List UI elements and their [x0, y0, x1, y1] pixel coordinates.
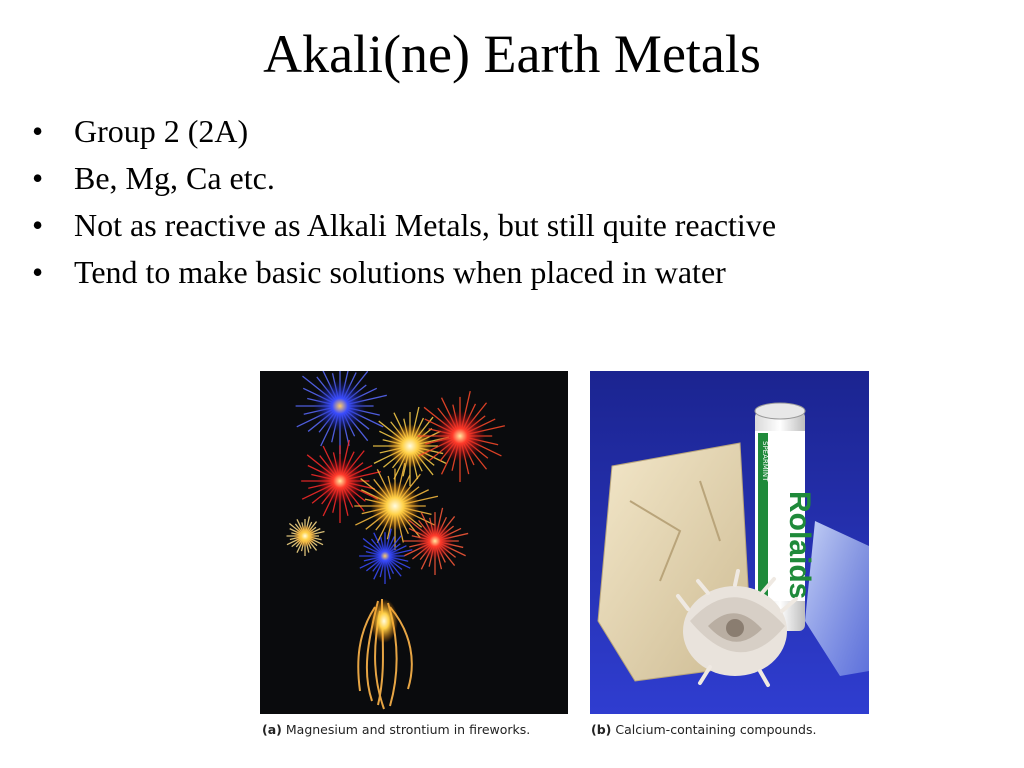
rolaids-sublabel: SPEARMINT: [761, 441, 769, 482]
firework-burst: [301, 440, 381, 523]
fireworks-photo: [260, 371, 568, 714]
caption-b-text: Calcium-containing compounds.: [615, 722, 817, 737]
caption-b-label: (b): [591, 722, 612, 737]
caption-a-label: (a): [262, 722, 282, 737]
bullet-dot: •: [32, 160, 44, 196]
bullet-dot: •: [32, 254, 44, 290]
firework-burst: [359, 529, 412, 584]
rolaids-label: Rolaids: [783, 491, 816, 600]
firework-burst: [296, 371, 387, 454]
bullet-text: Be, Mg, Ca etc.: [74, 160, 275, 196]
bullet-text: Not as reactive as Alkali Metals, but still quite reactive: [74, 207, 777, 243]
firework-burst: [417, 391, 504, 482]
bullet-dot: •: [32, 207, 44, 243]
caption-b: [591, 722, 816, 737]
calcium-compounds-photo: [590, 371, 869, 714]
bullet-item: [30, 206, 830, 244]
firework-burst: [287, 517, 325, 556]
bullet-text: Group 2 (2A): [74, 113, 249, 149]
bullet-text: Tend to make basic solutions when placed in water: [74, 254, 726, 290]
slide-title: Akali(ne) Earth Metals: [263, 24, 761, 84]
fireworks-illustration: [260, 371, 568, 714]
bullet-item: [30, 253, 830, 291]
bullet-item: [30, 112, 830, 150]
bullet-list: [30, 112, 830, 300]
bullet-dot: •: [32, 113, 44, 149]
compounds-illustration: [590, 371, 869, 714]
bullet-item: [30, 159, 830, 197]
caption-a-text: Magnesium and strontium in fireworks.: [285, 722, 531, 737]
caption-a: [262, 722, 530, 737]
